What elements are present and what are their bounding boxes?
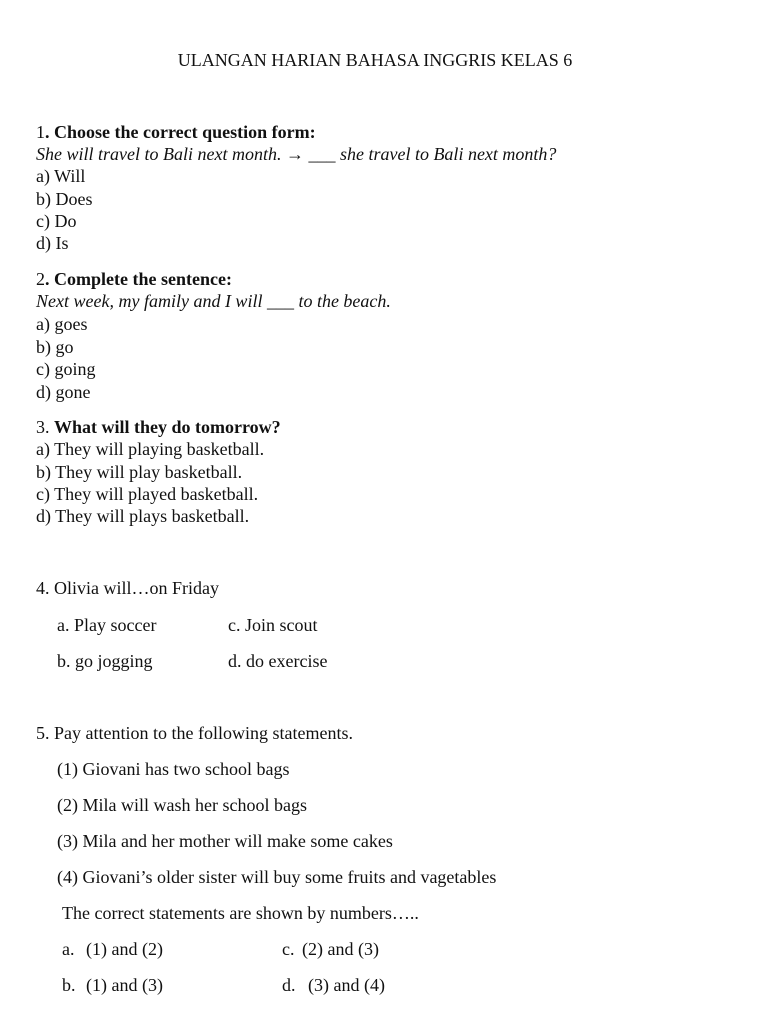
question-1-heading (36, 121, 316, 143)
question-5-option-a-letter: a. (62, 939, 75, 959)
question-1-option-a: a) Will (36, 166, 86, 186)
question-1-option-c: c) Do (36, 211, 77, 231)
question-3-option-b: b) They will play basketball. (36, 462, 243, 482)
question-5-option-b-text: (1) and (3) (86, 975, 163, 995)
question-4-option-a: a. Play soccer (57, 615, 157, 635)
question-5-statement-3: (3) Mila and her mother will make some cakes (57, 831, 393, 851)
question-3-option-d: d) They will plays basketball. (36, 506, 250, 526)
question-5-option-b (62, 974, 163, 996)
question-3-heading (36, 416, 281, 438)
question-5-option-d-letter: d. (282, 975, 296, 995)
question-2-heading (36, 268, 232, 290)
question-2-sentence: Next week, my family and I will ___ to the beach. (36, 291, 391, 311)
question-4-option-d: d. do exercise (228, 651, 328, 671)
question-1-number: 1 (36, 122, 45, 142)
question-2-option-a: a) goes (36, 314, 88, 334)
question-1-sentence: She will travel to Bali next month. → ___ she travel to Bali next month? (36, 144, 557, 164)
question-5-instruction: The correct statements are shown by numbers….. (62, 903, 419, 923)
question-2-option-d: d) gone (36, 382, 91, 402)
question-3-option-a: a) They will playing basketball. (36, 439, 265, 459)
question-1-option-b: b) Does (36, 189, 93, 209)
question-5-option-c (282, 938, 379, 960)
question-5-option-a-text: (1) and (2) (86, 939, 163, 959)
page-title: ULANGAN HARIAN BAHASA INGGRIS KELAS 6 (177, 50, 573, 70)
question-1-prompt: . Choose the correct question form: (45, 122, 316, 142)
question-5-option-c-letter: c. (282, 939, 295, 959)
question-2-option-c: c) going (36, 359, 96, 379)
question-3-number: 3. (36, 417, 54, 437)
question-2-option-b: b) go (36, 337, 74, 357)
question-4-option-c: c. Join scout (228, 615, 318, 635)
question-2-number: 2 (36, 269, 45, 289)
question-5-statement-4: (4) Giovani’s older sister will buy some fruits and vagetables (57, 867, 497, 887)
question-5-text: 5. Pay attention to the following statements. (36, 723, 353, 743)
question-5-option-a (62, 938, 163, 960)
question-5-option-b-letter: b. (62, 975, 76, 995)
question-5-option-d (282, 974, 385, 996)
question-3-option-c: c) They will played basketball. (36, 484, 259, 504)
question-1-option-d: d) Is (36, 233, 69, 253)
question-4-option-b: b. go jogging (57, 651, 153, 671)
question-4-text: 4. Olivia will…on Friday (36, 578, 219, 598)
question-5-statement-1: (1) Giovani has two school bags (57, 759, 290, 779)
question-5-option-c-text: (2) and (3) (302, 939, 379, 959)
question-5-statement-2: (2) Mila will wash her school bags (57, 795, 307, 815)
question-3-prompt: What will they do tomorrow? (54, 417, 281, 437)
question-2-prompt: . Complete the sentence: (45, 269, 232, 289)
question-5-option-d-text: (3) and (4) (308, 975, 385, 995)
